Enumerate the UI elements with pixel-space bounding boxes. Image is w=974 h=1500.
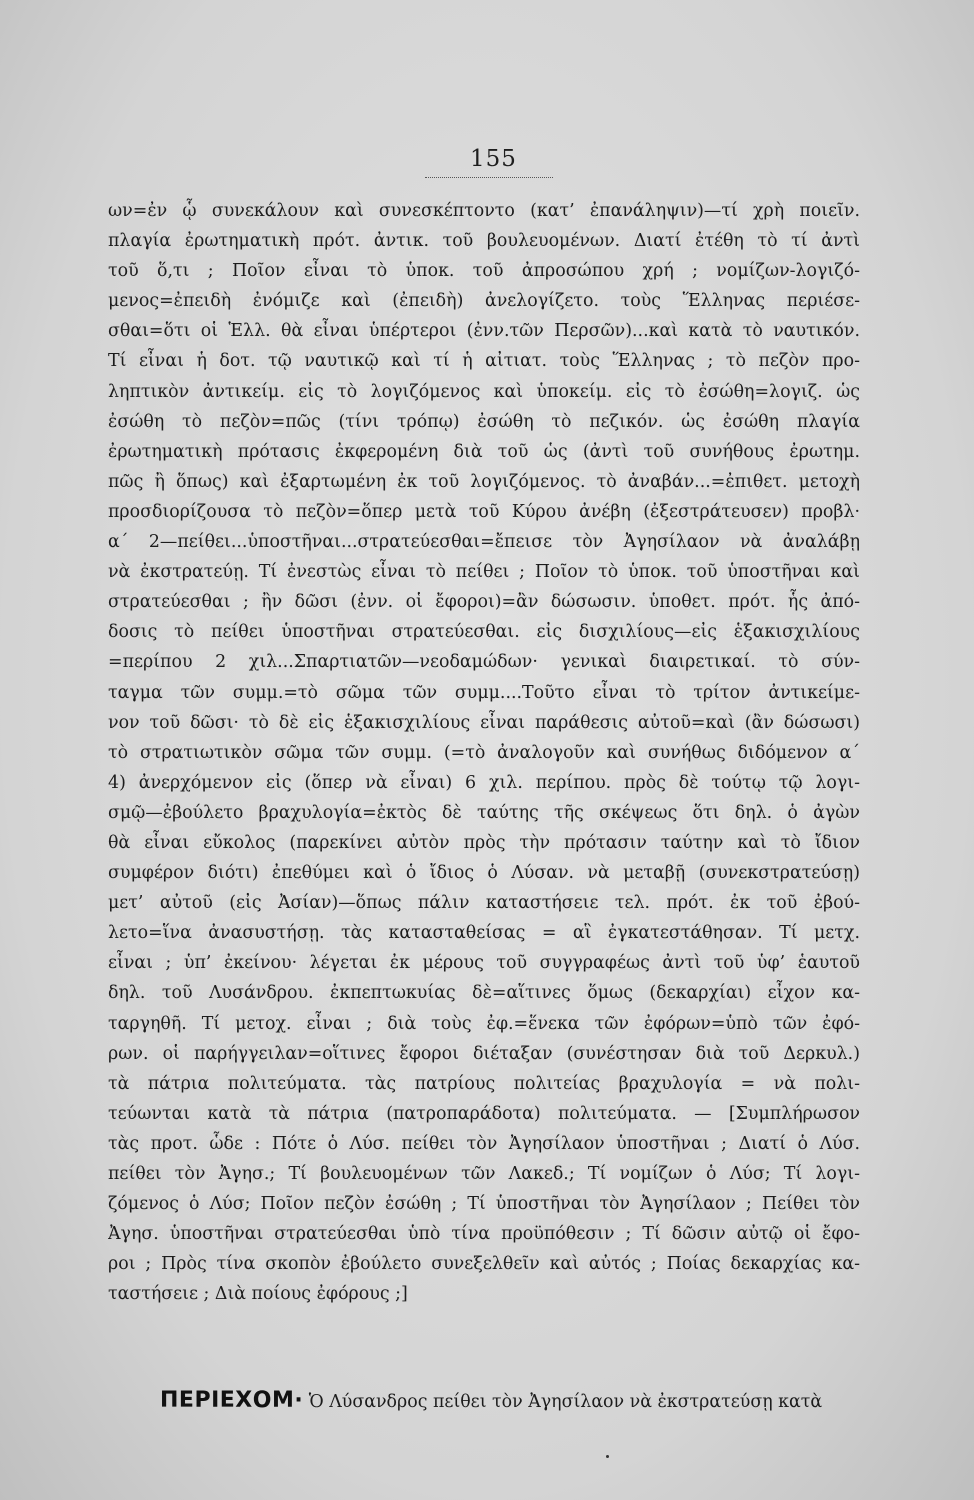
text-line: α΄ 2—πείθει...ὑποστῆναι...στρατεύεσθαι=ἔπεισε τὸν Ἀγησίλαον νὰ ἀναλάβῃ xyxy=(108,532,860,553)
text-line: 4) ἀνερχόμενον εἰς (ὅπερ νὰ εἶναι) 6 χιλ. περίπου. πρὸς δὲ τούτῳ τῷ λογι- xyxy=(108,772,860,793)
page-number: 155 xyxy=(470,146,517,172)
text-line: δοσις τὸ πείθει ὑποστῆναι στρατεύεσθαι. εἰς δισχιλίους—εἰς ἑξακισχιλίους xyxy=(108,622,860,643)
text-line: στρατεύεσθαι ; ἢν δῶσι (ἐνν. οἱ ἔφοροι)=ἂν δώσωσιν. ὑποθετ. πρότ. ἧς ἀπό- xyxy=(108,592,860,613)
text-line: σμῷ—ἐβούλετο βραχυλογία=ἐκτὸς δὲ ταύτης τῆς σκέψεως ὅτι δηλ. ὁ ἀγὼν xyxy=(108,802,860,823)
page-number-rule xyxy=(425,177,553,178)
contents-heading: ΠΕΡΙΕΧΟΜ· xyxy=(160,1388,304,1413)
text-line: ροι ; Πρὸς τίνα σκοπὸν ἐβούλετο συνεξελθεῖν καὶ αὐτός ; Ποίας δεκαρχίας κα- xyxy=(108,1254,860,1275)
text-line: ζόμενος ὁ Λύσ; Ποῖον πεζὸν ἐσώθη ; Τί ὑποστῆναι τὸν Ἀγησίλαον ; Πείθει τὸν xyxy=(108,1194,860,1215)
text-line: λετο=ἵνα ἀνασυστήσῃ. τὰς κατασταθείσας = αἳ ἐγκατεστάθησαν. Τί μετχ. xyxy=(108,923,860,944)
text-line: σθαι=ὅτι οἱ Ἑλλ. θὰ εἶναι ὑπέρτεροι (ἐνν.τῶν Περσῶν)...καὶ κατὰ τὸ ναυτικόν. xyxy=(108,321,860,342)
text-line: ταστήσειε ; Διὰ ποίους ἐφόρους ;] xyxy=(108,1284,408,1305)
text-line: μενος=ἐπειδὴ ἐνόμιζε καὶ (ἐπειδὴ) ἀνελογίζετο. τοὺς Ἕλληνας περιέσε- xyxy=(108,291,860,312)
text-line: θὰ εἶναι εὔκολος (παρεκίνει αὐτὸν πρὸς τὴν πρότασιν ταύτην καὶ τὸ ἴδιον xyxy=(108,832,860,853)
text-line: ταγμα τῶν συμμ.=τὸ σῶμα τῶν συμμ....Τοῦτο εἶναι τὸ τρίτον ἀντικείμε- xyxy=(108,682,860,703)
contents-text: Ὁ Λύσανδρος πείθει τὸν Ἀγησίλαον νὰ ἐκστρατεύσῃ κατὰ xyxy=(308,1392,823,1412)
text-line: πείθει τὸν Ἀγησ.; Τί βουλευομένων τῶν Λακεδ.; Τί νομίζων ὁ Λύσ; Τί λογι- xyxy=(108,1164,860,1184)
text-line: Ἀγησ. ὑποστῆναι στρατεύεσθαι ὑπὸ τίνα προϋπόθεσιν ; Τί δῶσιν αὐτῷ οἱ ἔφο- xyxy=(108,1224,860,1245)
text-line: δηλ. τοῦ Λυσάνδρου. ἐκπεπτωκυίας δὲ=αἵτινες ὅμως (δεκαρχίαι) εἶχον κα- xyxy=(108,983,860,1004)
text-line: προσδιορίζουσα τὸ πεζὸν=ὅπερ μετὰ τοῦ Κύρου ἀνέβη (ἐξεστράτευσεν) προβλ· xyxy=(108,501,860,522)
text-line: τεύωνται κατὰ τὰ πάτρια (πατροπαράδοτα) πολιτεύματα. — [Συμπλήρωσον xyxy=(108,1103,860,1124)
text-line: ἐρωτηματικὴ πρότασις ἐκφερομένη διὰ τοῦ ὡς (ἀντὶ τοῦ συνήθους ἐρωτημ. xyxy=(108,441,860,462)
text-line: τὰς προτ. ὧδε : Πότε ὁ Λύσ. πείθει τὸν Ἀγησίλαον ὑποστῆναι ; Διατί ὁ Λύσ. xyxy=(108,1133,860,1154)
text-line: νὰ ἐκστρατεύῃ. Τί ἐνεστὼς εἶναι τὸ πείθει ; Ποῖον τὸ ὑποκ. τοῦ ὑποστῆναι καὶ xyxy=(108,562,860,583)
text-line: πλαγία ἐρωτηματικὴ πρότ. ἀντικ. τοῦ βουλευομένων. Διατί ἐτέθη τὸ τί ἀντὶ xyxy=(108,231,860,252)
text-line: τὸ στρατιωτικὸν σῶμα τῶν συμμ. (=τὸ ἀναλογοῦν καὶ συνήθως διδόμενον α΄ xyxy=(108,742,860,763)
text-line: ρων. οἱ παρήγγειλαν=οἵτινες ἔφοροι διέταξαν (συνέστησαν διὰ τοῦ Δερκυλ.) xyxy=(108,1043,860,1064)
contents-paragraph xyxy=(160,1388,860,1413)
text-line: τοῦ ὅ,τι ; Ποῖον εἶναι τὸ ὑποκ. τοῦ ἀπροσώπου χρή ; νομίζων-λογιζό- xyxy=(108,261,860,282)
text-line: ταργηθῆ. Τί μετοχ. εἶναι ; διὰ τοὺς ἐφ.=ἕνεκα τῶν ἐφόρων=ὑπὸ τῶν ἐφό- xyxy=(108,1013,860,1034)
text-line: ληπτικὸν ἀντικείμ. εἰς τὸ λογιζόμενος καὶ ὑποκείμ. εἰς τὸ ἐσώθη=λογιζ. ὡς xyxy=(108,381,860,402)
text-line: ων=ἐν ᾧ συνεκάλουν καὶ συνεσκέπτοντο (κατ’ ἐπανάληψιν)—τί χρὴ ποιεῖν. xyxy=(108,201,860,221)
text-line: Τί εἶναι ἡ δοτ. τῷ ναυτικῷ καὶ τί ἡ αἰτιατ. τοὺς Ἕλληνας ; τὸ πεζὸν προ- xyxy=(108,351,860,372)
text-line: μετ’ αὐτοῦ (εἰς Ἀσίαν)—ὅπως πάλιν καταστήσειε τελ. πρότ. ἐκ τοῦ ἐβού- xyxy=(108,893,860,914)
text-line: τὰ πάτρια πολιτεύματα. τὰς πατρίους πολιτείας βραχυλογία = νὰ πολι- xyxy=(108,1073,860,1094)
text-line: συμφέρον διότι) ἐπεθύμει καὶ ὁ ἴδιος ὁ Λύσαν. νὰ μεταβῇ (συνεκστρατεύσῃ) xyxy=(108,863,860,884)
text-line: ἐσώθη τὸ πεζὸν=πῶς (τίνι τρόπῳ) ἐσώθη τὸ πεζικόν. ὡς ἐσώθη πλαγία xyxy=(108,411,860,432)
text-line: =περίπου 2 χιλ...Σπαρτιατῶν—νεοδαμώδων· γενικαὶ διαιρετικαί. τὸ σύν- xyxy=(108,652,860,673)
ink-speck xyxy=(606,1455,609,1458)
commentary-text xyxy=(108,196,860,1309)
text-line: πῶς ἢ ὅπως) καὶ ἐξαρτωμένη ἐκ τοῦ λογιζόμενος. τὸ ἀναβάν...=ἐπιθετ. μετοχὴ xyxy=(108,471,860,492)
text-line: νον τοῦ δῶσι· τὸ δὲ εἰς ἑξακισχιλίους εἶναι παράθεσις αὐτοῦ=καὶ (ἂν δώσωσι) xyxy=(108,712,860,733)
text-line: εἶναι ; ὑπ’ ἐκείνου· λέγεται ἐκ μέρους τοῦ συγγραφέως ἀντὶ τοῦ ὑφ’ ἑαυτοῦ xyxy=(108,953,860,974)
